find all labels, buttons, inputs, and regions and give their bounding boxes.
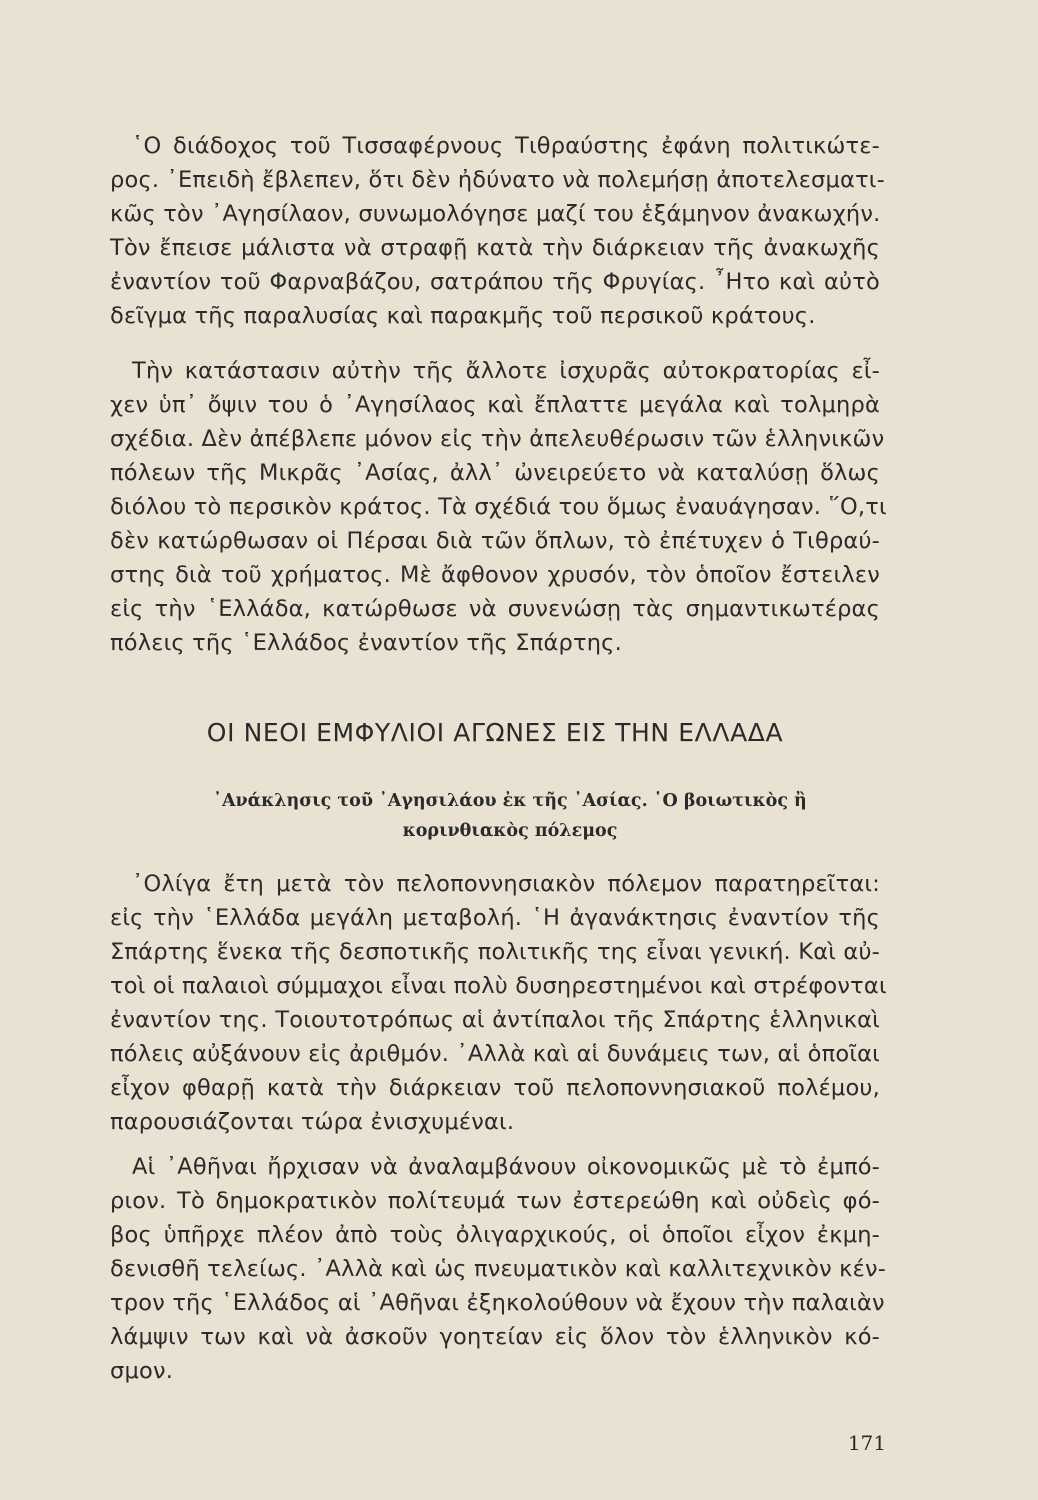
page-number: 171	[847, 1431, 886, 1455]
subheading-line: ᾽Ανάκλησις τοῦ ᾽Αγησιλάου ἐκ τῆς ᾽Ασίας. ῾Ο βοιωτικὸς ἢ	[213, 791, 807, 811]
text-line: ῾Ο διάδοχος τοῦ Τισσαφέρνους Τιθραύστης ἐφάνη πολιτικώτε-	[132, 133, 880, 159]
paragraph-athens-recovery	[110, 1150, 887, 1388]
text-line: χεν ὑπ᾽ ὄψιν του ὁ ᾽Αγησίλαος καὶ ἔπλαττε μεγάλα καὶ τολμηρὰ	[110, 392, 880, 418]
text-line: ρος. ᾽Επειδὴ ἔβλεπεν, ὅτι δὲν ἠδύνατο νὰ πολεμήσῃ ἀποτελεσματι-	[110, 167, 885, 193]
text-line: στης διὰ τοῦ χρήματος. Μὲ ἄφθονον χρυσόν, τὸν ὁποῖον ἔστειλεν	[110, 562, 880, 588]
section-subheading	[180, 786, 840, 846]
text-line: Τὴν κατάστασιν αὐτὴν τῆς ἄλλοτε ἰσχυρᾶς αὐτοκρατορίας εἶ-	[132, 358, 880, 384]
text-line: σμον.	[110, 1358, 174, 1384]
text-line: διόλου τὸ περσικὸν κράτος. Τὰ σχέδιά του ὅμως ἐναυάγησαν. ῞Ο,τι	[110, 494, 887, 520]
subheading-line: κορινθιακὸς πόλεμος	[402, 821, 618, 841]
paragraph-agesilaus-plans	[110, 354, 887, 660]
text-line: ἐναντίον της. Τοιουτοτρόπως αἱ ἀντίπαλοι τῆς Σπάρτης ἑλληνικαὶ	[110, 1007, 880, 1033]
text-line: δενισθῆ τελείως. ᾽Αλλὰ καὶ ὡς πνευματικὸν καὶ καλλιτεχνικὸν κέν-	[110, 1256, 887, 1282]
text-line: παρουσιάζονται τώρα ἐνισχυμέναι.	[110, 1109, 515, 1135]
text-line: δὲν κατώρθωσαν οἱ Πέρσαι διὰ τῶν ὅπλων, τὸ ἐπέτυχεν ὁ Τιθραύ-	[110, 528, 880, 554]
text-line: Σπάρτης ἕνεκα τῆς δεσποτικῆς πολιτικῆς της εἶναι γενική. Καὶ αὐ-	[110, 939, 880, 965]
text-line: πόλεων τῆς Μικρᾶς ᾽Ασίας, ἀλλ᾽ ὠνειρεύετο νὰ καταλύσῃ ὅλως	[110, 460, 880, 486]
text-line: δεῖγμα τῆς παραλυσίας καὶ παρακμῆς τοῦ περσικοῦ κράτους.	[110, 303, 816, 329]
paragraph-change-in-greece	[110, 867, 887, 1139]
paragraph-tithraustes	[110, 129, 885, 333]
text-line: τρον τῆς ῾Ελλάδος αἱ ᾽Αθῆναι ἐξηκολούθουν νὰ ἔχουν τὴν παλαιὰν	[110, 1290, 885, 1316]
text-line: εἰς τὴν ῾Ελλάδα μεγάλη μεταβολή. ῾Η ἀγανάκτησις ἐναντίον τῆς	[110, 905, 880, 931]
text-line: τοὶ οἱ παλαιοὶ σύμμαχοι εἶναι πολὺ δυσηρεστημένοι καὶ στρέφονται	[110, 973, 887, 999]
text-line: Τὸν ἔπεισε μάλιστα νὰ στραφῇ κατὰ τὴν διάρκειαν τῆς ἀνακωχῆς	[110, 235, 880, 261]
text-line: εἶχον φθαρῇ κατὰ τὴν διάρκειαν τοῦ πελοποννησιακοῦ πολέμου,	[110, 1075, 880, 1101]
text-line: ᾽Ολίγα ἔτη μετὰ τὸν πελοποννησιακὸν πόλεμον παρατηρεῖται:	[132, 871, 880, 897]
text-line: λάμψιν των καὶ νὰ ἀσκοῦν γοητείαν εἰς ὅλον τὸν ἑλληνικὸν κό-	[110, 1324, 880, 1350]
text-line: ἐναντίον τοῦ Φαρναβάζου, σατράπου τῆς Φρυγίας. ῏Ητο καὶ αὐτὸ	[110, 269, 880, 295]
text-line: πόλεις τῆς ῾Ελλάδος ἐναντίον τῆς Σπάρτης.	[110, 630, 622, 656]
text-line: βος ὑπῆρχε πλέον ἀπὸ τοὺς ὀλιγαρχικούς, οἱ ὁποῖοι εἶχον ἐκμη-	[110, 1222, 880, 1248]
section-heading: ΟΙ ΝΕΟΙ ΕΜΦΥΛΙΟΙ ΑΓΩΝΕΣ ΕΙΣ ΤΗΝ ΕΛΛΑΔΑ	[206, 718, 784, 747]
text-line: πόλεις αὐξάνουν εἰς ἀριθμόν. ᾽Αλλὰ καὶ αἱ δυνάμεις των, αἱ ὁποῖαι	[110, 1041, 880, 1067]
text-line: ριον. Τὸ δημοκρατικὸν πολίτευμά των ἐστερεώθη καὶ οὐδεὶς φό-	[110, 1188, 880, 1214]
text-line: Αἱ ᾽Αθῆναι ἤρχισαν νὰ ἀναλαμβάνουν οἰκονομικῶς μὲ τὸ ἐμπό-	[132, 1154, 880, 1180]
text-line: κῶς τὸν ᾽Αγησίλαον, συνωμολόγησε μαζί του ἑξάμηνον ἀνακωχήν.	[110, 201, 881, 227]
text-line: εἰς τὴν ῾Ελλάδα, κατώρθωσε νὰ συνενώσῃ τὰς σημαντικωτέρας	[110, 596, 880, 622]
text-line: σχέδια. Δὲν ἀπέβλεπε μόνον εἰς τὴν ἀπελευθέρωσιν τῶν ἑλληνικῶν	[110, 426, 885, 452]
